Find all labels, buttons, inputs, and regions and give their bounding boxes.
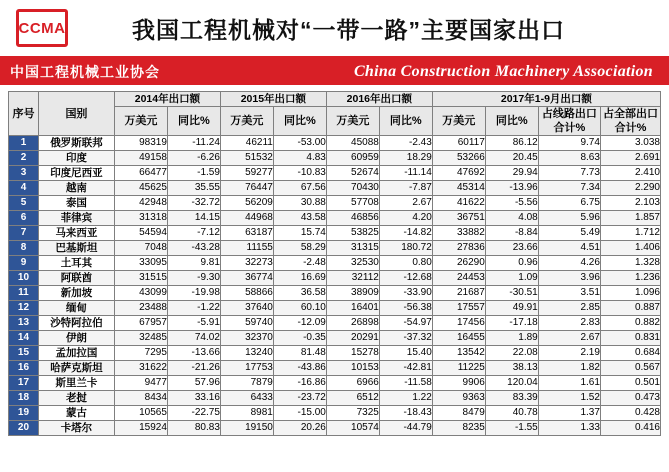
cell-2014-pct: -5.91 (167, 316, 220, 331)
cell-2016-pct: -14.82 (379, 226, 432, 241)
cell-2016-value: 26898 (326, 316, 379, 331)
cell-2015-value: 32273 (220, 256, 273, 271)
cell-share-line: 5.96 (538, 211, 600, 226)
cell-index: 19 (9, 406, 39, 421)
cell-2014-value: 7295 (114, 346, 167, 361)
cell-2017-value: 13542 (432, 346, 485, 361)
cell-index: 8 (9, 241, 39, 256)
cell-2016-pct: -33.90 (379, 286, 432, 301)
cell-country: 缅甸 (38, 301, 114, 316)
cell-2014-value: 31318 (114, 211, 167, 226)
th-country: 国别 (38, 92, 114, 136)
cell-country: 印度尼西亚 (38, 166, 114, 181)
cell-country: 越南 (38, 181, 114, 196)
cell-2017-pct: 120.04 (485, 376, 538, 391)
cell-share-total: 2.103 (600, 196, 660, 211)
cell-share-total: 1.328 (600, 256, 660, 271)
cell-2016-pct: -11.58 (379, 376, 432, 391)
export-table-container (0, 85, 669, 436)
cell-share-line: 1.33 (538, 421, 600, 436)
cell-share-line: 1.82 (538, 361, 600, 376)
cell-country: 卡塔尔 (38, 421, 114, 436)
th-share-total: 占全部出口合计% (600, 107, 660, 136)
cell-2014-pct: 9.81 (167, 256, 220, 271)
cell-2016-value: 7325 (326, 406, 379, 421)
cell-2016-value: 60959 (326, 151, 379, 166)
cell-country: 马来西亚 (38, 226, 114, 241)
cell-2017-pct: -30.51 (485, 286, 538, 301)
cell-country: 哈萨克斯坦 (38, 361, 114, 376)
cell-2016-pct: 1.22 (379, 391, 432, 406)
cell-share-line: 9.74 (538, 136, 600, 151)
page-title: 我国工程机械对“一带一路”主要国家出口 (132, 16, 565, 43)
cell-2017-value: 16455 (432, 331, 485, 346)
th-2016-value: 万美元 (326, 107, 379, 136)
cell-index: 2 (9, 151, 39, 166)
cell-2015-pct: -12.09 (273, 316, 326, 331)
cell-2015-pct: 20.26 (273, 421, 326, 436)
cell-2015-value: 76447 (220, 181, 273, 196)
cell-2014-value: 31622 (114, 361, 167, 376)
cell-2014-pct: -13.66 (167, 346, 220, 361)
cell-2016-value: 6966 (326, 376, 379, 391)
cell-2017-pct: -13.96 (485, 181, 538, 196)
cell-2014-value: 42948 (114, 196, 167, 211)
cell-2016-pct: -18.43 (379, 406, 432, 421)
cell-2016-value: 57708 (326, 196, 379, 211)
table-row (9, 346, 661, 361)
cell-2015-value: 37640 (220, 301, 273, 316)
th-2017-pct: 同比% (485, 107, 538, 136)
cell-share-total: 0.416 (600, 421, 660, 436)
table-row (9, 361, 661, 376)
cell-2017-pct: 38.13 (485, 361, 538, 376)
cell-2014-pct: -1.22 (167, 301, 220, 316)
cell-2014-value: 98319 (114, 136, 167, 151)
cell-index: 10 (9, 271, 39, 286)
table-row (9, 256, 661, 271)
cell-2014-pct: 80.83 (167, 421, 220, 436)
cell-2017-value: 45314 (432, 181, 485, 196)
cell-2016-value: 70430 (326, 181, 379, 196)
cell-2015-value: 56209 (220, 196, 273, 211)
cell-2015-pct: -53.00 (273, 136, 326, 151)
cell-2015-value: 17753 (220, 361, 273, 376)
cell-share-line: 4.26 (538, 256, 600, 271)
cell-index: 14 (9, 331, 39, 346)
cell-2015-value: 63187 (220, 226, 273, 241)
cell-country: 俄罗斯联邦 (38, 136, 114, 151)
cell-2016-value: 10574 (326, 421, 379, 436)
cell-country: 孟加拉国 (38, 346, 114, 361)
cell-2016-pct: -37.32 (379, 331, 432, 346)
cell-2015-pct: -10.83 (273, 166, 326, 181)
th-year-2015: 2015年出口额 (220, 92, 326, 107)
cell-index: 15 (9, 346, 39, 361)
cell-2015-pct: -23.72 (273, 391, 326, 406)
cell-2015-value: 46211 (220, 136, 273, 151)
cell-2016-value: 52674 (326, 166, 379, 181)
cell-share-line: 3.51 (538, 286, 600, 301)
cell-2014-value: 31515 (114, 271, 167, 286)
cell-share-line: 1.37 (538, 406, 600, 421)
cell-2014-value: 7048 (114, 241, 167, 256)
cell-share-total: 1.712 (600, 226, 660, 241)
cell-2015-pct: 36.58 (273, 286, 326, 301)
cell-2017-value: 53266 (432, 151, 485, 166)
cell-share-total: 0.887 (600, 301, 660, 316)
cell-share-line: 8.63 (538, 151, 600, 166)
association-name-cn: 中国工程机械工业协会 (10, 64, 160, 80)
cell-2017-value: 27836 (432, 241, 485, 256)
cell-index: 6 (9, 211, 39, 226)
cell-2016-pct: 4.20 (379, 211, 432, 226)
cell-2017-value: 26290 (432, 256, 485, 271)
cell-country: 泰国 (38, 196, 114, 211)
cell-2015-value: 59740 (220, 316, 273, 331)
cell-2015-pct: -0.35 (273, 331, 326, 346)
cell-2015-pct: 58.29 (273, 241, 326, 256)
th-2014-value: 万美元 (114, 107, 167, 136)
cell-2014-value: 10565 (114, 406, 167, 421)
cell-share-total: 1.857 (600, 211, 660, 226)
cell-2014-pct: 14.15 (167, 211, 220, 226)
cell-country: 阿联酋 (38, 271, 114, 286)
table-row (9, 271, 661, 286)
cell-2014-value: 67957 (114, 316, 167, 331)
cell-2015-value: 51532 (220, 151, 273, 166)
cell-2017-pct: 23.66 (485, 241, 538, 256)
cell-country: 印度 (38, 151, 114, 166)
cell-share-total: 3.038 (600, 136, 660, 151)
cell-index: 12 (9, 301, 39, 316)
cell-2016-value: 32112 (326, 271, 379, 286)
cell-2017-value: 8479 (432, 406, 485, 421)
cell-2016-pct: 0.80 (379, 256, 432, 271)
cell-country: 斯里兰卡 (38, 376, 114, 391)
cell-country: 菲律宾 (38, 211, 114, 226)
cell-2014-pct: -21.26 (167, 361, 220, 376)
table-row (9, 421, 661, 436)
cell-2016-value: 15278 (326, 346, 379, 361)
cell-2015-value: 11155 (220, 241, 273, 256)
cell-2014-pct: -7.12 (167, 226, 220, 241)
cell-2017-value: 21687 (432, 286, 485, 301)
cell-share-line: 2.83 (538, 316, 600, 331)
table-row (9, 226, 661, 241)
cell-2015-value: 36774 (220, 271, 273, 286)
cell-2015-pct: -16.86 (273, 376, 326, 391)
cell-2017-pct: -17.18 (485, 316, 538, 331)
cell-country: 巴基斯坦 (38, 241, 114, 256)
table-row (9, 376, 661, 391)
th-2014-pct: 同比% (167, 107, 220, 136)
cell-2017-value: 60117 (432, 136, 485, 151)
cell-2015-value: 59277 (220, 166, 273, 181)
cell-share-total: 0.684 (600, 346, 660, 361)
cell-2015-value: 7879 (220, 376, 273, 391)
cell-2014-pct: 57.96 (167, 376, 220, 391)
th-share-line: 占线路出口合计% (538, 107, 600, 136)
cell-2016-pct: 2.67 (379, 196, 432, 211)
table-row (9, 316, 661, 331)
table-row (9, 196, 661, 211)
cell-2015-value: 13240 (220, 346, 273, 361)
cell-2016-pct: -44.79 (379, 421, 432, 436)
cell-2016-value: 10153 (326, 361, 379, 376)
cell-2017-pct: 0.96 (485, 256, 538, 271)
cell-2014-value: 8434 (114, 391, 167, 406)
table-header-row-group (9, 92, 661, 107)
cell-2014-pct: -43.28 (167, 241, 220, 256)
cell-share-line: 4.51 (538, 241, 600, 256)
th-year-2017: 2017年1-9月出口额 (432, 92, 660, 107)
cell-share-line: 3.96 (538, 271, 600, 286)
th-2015-pct: 同比% (273, 107, 326, 136)
cell-index: 18 (9, 391, 39, 406)
cell-index: 4 (9, 181, 39, 196)
table-row (9, 286, 661, 301)
cell-2014-pct: -19.98 (167, 286, 220, 301)
ccma-logo-text: CCMA (18, 19, 66, 37)
cell-country: 伊朗 (38, 331, 114, 346)
cell-2017-pct: 4.08 (485, 211, 538, 226)
cell-2017-pct: -1.55 (485, 421, 538, 436)
cell-index: 13 (9, 316, 39, 331)
cell-2017-pct: 22.08 (485, 346, 538, 361)
cell-2017-pct: 20.45 (485, 151, 538, 166)
cell-share-total: 1.236 (600, 271, 660, 286)
cell-2017-value: 41622 (432, 196, 485, 211)
table-row (9, 181, 661, 196)
cell-2017-pct: 1.89 (485, 331, 538, 346)
cell-2014-pct: -9.30 (167, 271, 220, 286)
th-index: 序号 (9, 92, 39, 136)
cell-2017-value: 11225 (432, 361, 485, 376)
th-2015-value: 万美元 (220, 107, 273, 136)
slide-header (0, 0, 669, 56)
cell-2014-value: 23488 (114, 301, 167, 316)
cell-2016-pct: -12.68 (379, 271, 432, 286)
cell-index: 1 (9, 136, 39, 151)
cell-share-total: 0.831 (600, 331, 660, 346)
cell-2017-pct: 49.91 (485, 301, 538, 316)
cell-2017-pct: -8.84 (485, 226, 538, 241)
cell-2017-pct: 86.12 (485, 136, 538, 151)
cell-2016-value: 38909 (326, 286, 379, 301)
cell-2015-value: 8981 (220, 406, 273, 421)
cell-2014-pct: -6.26 (167, 151, 220, 166)
cell-2017-pct: 83.39 (485, 391, 538, 406)
cell-2015-pct: 67.56 (273, 181, 326, 196)
cell-2016-pct: 18.29 (379, 151, 432, 166)
cell-2016-value: 53825 (326, 226, 379, 241)
cell-index: 17 (9, 376, 39, 391)
cell-2014-value: 49158 (114, 151, 167, 166)
cell-2014-pct: 35.55 (167, 181, 220, 196)
th-year-2014: 2014年出口额 (114, 92, 220, 107)
table-row (9, 406, 661, 421)
cell-2014-value: 33095 (114, 256, 167, 271)
cell-share-line: 2.85 (538, 301, 600, 316)
table-row (9, 166, 661, 181)
cell-2015-pct: 60.10 (273, 301, 326, 316)
cell-share-total: 0.473 (600, 391, 660, 406)
cell-2017-pct: -5.56 (485, 196, 538, 211)
cell-share-total: 2.410 (600, 166, 660, 181)
cell-2015-pct: 43.58 (273, 211, 326, 226)
cell-2014-pct: -22.75 (167, 406, 220, 421)
table-body (9, 136, 661, 436)
th-2016-pct: 同比% (379, 107, 432, 136)
cell-2017-value: 47692 (432, 166, 485, 181)
cell-2015-pct: -2.48 (273, 256, 326, 271)
cell-share-total: 1.096 (600, 286, 660, 301)
cell-country: 蒙古 (38, 406, 114, 421)
association-bar (0, 59, 669, 85)
cell-2015-pct: 15.74 (273, 226, 326, 241)
cell-2016-pct: -11.14 (379, 166, 432, 181)
cell-2014-pct: 33.16 (167, 391, 220, 406)
cell-2016-pct: -2.43 (379, 136, 432, 151)
cell-2016-pct: -56.38 (379, 301, 432, 316)
cell-2014-pct: -1.59 (167, 166, 220, 181)
cell-2016-value: 16401 (326, 301, 379, 316)
cell-2016-value: 31315 (326, 241, 379, 256)
table-row (9, 136, 661, 151)
cell-2016-pct: -7.87 (379, 181, 432, 196)
cell-index: 5 (9, 196, 39, 211)
table-row (9, 211, 661, 226)
cell-2014-value: 45625 (114, 181, 167, 196)
cell-index: 16 (9, 361, 39, 376)
table-row (9, 331, 661, 346)
cell-2015-pct: -43.86 (273, 361, 326, 376)
cell-2015-pct: 30.88 (273, 196, 326, 211)
cell-2015-value: 6433 (220, 391, 273, 406)
cell-2016-pct: 180.72 (379, 241, 432, 256)
cell-2014-value: 54594 (114, 226, 167, 241)
export-table (8, 91, 661, 436)
cell-index: 3 (9, 166, 39, 181)
cell-2016-value: 32530 (326, 256, 379, 271)
cell-2014-value: 15924 (114, 421, 167, 436)
cell-2015-pct: 81.48 (273, 346, 326, 361)
table-row (9, 391, 661, 406)
cell-2017-pct: 29.94 (485, 166, 538, 181)
cell-2014-value: 66477 (114, 166, 167, 181)
cell-share-line: 1.61 (538, 376, 600, 391)
cell-2014-value: 43099 (114, 286, 167, 301)
cell-2014-pct: -32.72 (167, 196, 220, 211)
cell-share-total: 2.290 (600, 181, 660, 196)
table-row (9, 241, 661, 256)
cell-2017-value: 8235 (432, 421, 485, 436)
cell-2015-pct: -15.00 (273, 406, 326, 421)
cell-2016-pct: -54.97 (379, 316, 432, 331)
cell-index: 9 (9, 256, 39, 271)
table-row (9, 301, 661, 316)
cell-2017-pct: 1.09 (485, 271, 538, 286)
cell-2015-value: 19150 (220, 421, 273, 436)
ccma-logo (16, 9, 68, 47)
cell-share-line: 7.34 (538, 181, 600, 196)
th-year-2016: 2016年出口额 (326, 92, 432, 107)
cell-share-total: 2.691 (600, 151, 660, 166)
cell-2015-value: 44968 (220, 211, 273, 226)
cell-share-line: 2.67 (538, 331, 600, 346)
cell-2014-pct: 74.02 (167, 331, 220, 346)
cell-2017-value: 9363 (432, 391, 485, 406)
table-header (9, 92, 661, 136)
cell-share-total: 1.406 (600, 241, 660, 256)
cell-country: 新加坡 (38, 286, 114, 301)
cell-share-total: 0.567 (600, 361, 660, 376)
cell-share-line: 2.19 (538, 346, 600, 361)
cell-2015-value: 32370 (220, 331, 273, 346)
cell-index: 20 (9, 421, 39, 436)
cell-2015-pct: 4.83 (273, 151, 326, 166)
cell-country: 土耳其 (38, 256, 114, 271)
cell-share-line: 6.75 (538, 196, 600, 211)
cell-index: 7 (9, 226, 39, 241)
cell-2017-value: 24453 (432, 271, 485, 286)
cell-2014-value: 32485 (114, 331, 167, 346)
cell-country: 老挝 (38, 391, 114, 406)
cell-country: 沙特阿拉伯 (38, 316, 114, 331)
cell-2016-value: 6512 (326, 391, 379, 406)
cell-2015-value: 58866 (220, 286, 273, 301)
th-2017-value: 万美元 (432, 107, 485, 136)
association-name-en: China Construction Machinery Association (353, 63, 653, 80)
cell-2017-value: 17557 (432, 301, 485, 316)
cell-2017-value: 33882 (432, 226, 485, 241)
cell-2016-value: 20291 (326, 331, 379, 346)
cell-2015-pct: 16.69 (273, 271, 326, 286)
table-row (9, 151, 661, 166)
cell-share-line: 5.49 (538, 226, 600, 241)
cell-share-total: 0.882 (600, 316, 660, 331)
cell-2016-pct: -42.81 (379, 361, 432, 376)
cell-share-line: 1.52 (538, 391, 600, 406)
cell-2017-pct: 40.78 (485, 406, 538, 421)
cell-2016-pct: 15.40 (379, 346, 432, 361)
cell-share-line: 7.73 (538, 166, 600, 181)
cell-index: 11 (9, 286, 39, 301)
cell-2014-pct: -11.24 (167, 136, 220, 151)
cell-2016-value: 45088 (326, 136, 379, 151)
cell-2016-value: 46856 (326, 211, 379, 226)
cell-2017-value: 9906 (432, 376, 485, 391)
cell-2014-value: 9477 (114, 376, 167, 391)
cell-share-total: 0.501 (600, 376, 660, 391)
cell-share-total: 0.428 (600, 406, 660, 421)
cell-2017-value: 17456 (432, 316, 485, 331)
cell-2017-value: 36751 (432, 211, 485, 226)
